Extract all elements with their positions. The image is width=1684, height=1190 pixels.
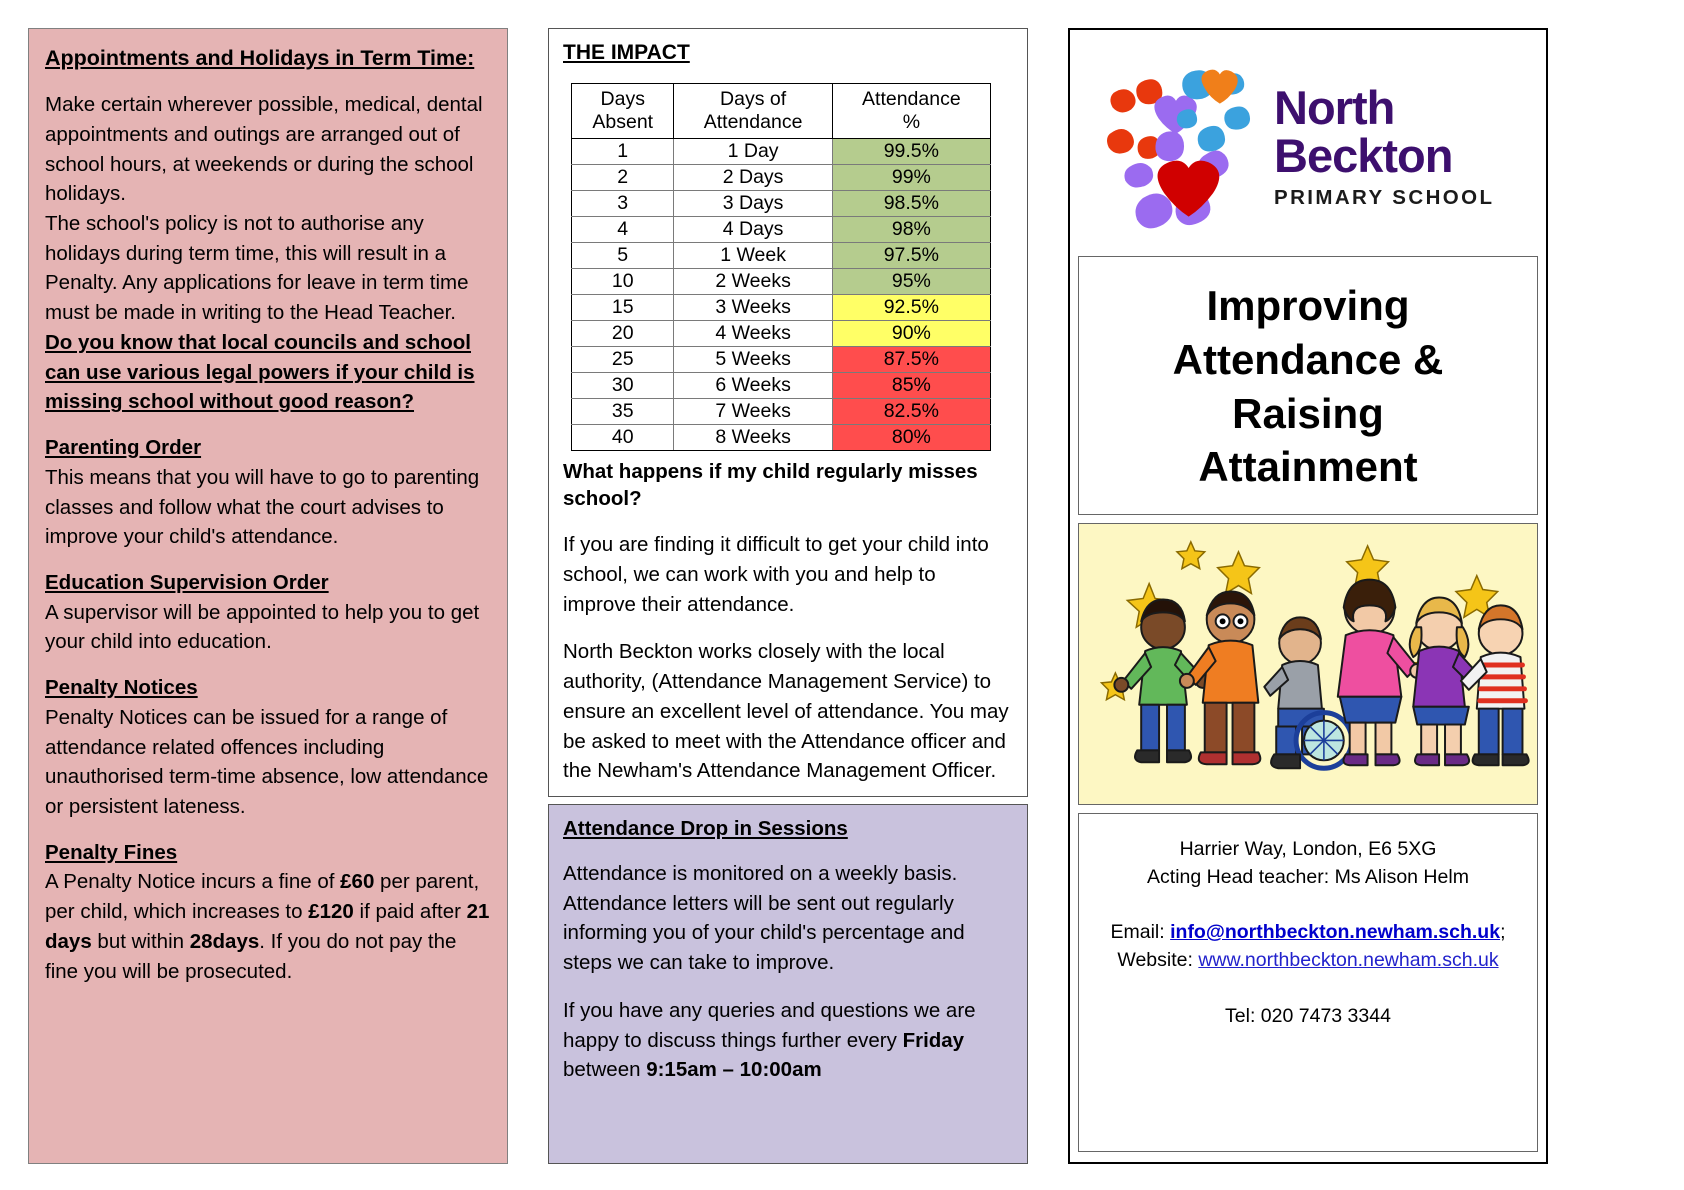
- children-illustration: [1078, 523, 1538, 805]
- col-header-days-of-attendance: Days of Attendance: [674, 84, 832, 139]
- drop-in-section: [548, 804, 1028, 1164]
- logo-shapes-icon: [1082, 52, 1268, 242]
- table-row: [572, 243, 991, 269]
- school-logo: [1078, 38, 1538, 256]
- cell-days-of-attendance: 5 Weeks: [674, 347, 832, 373]
- table-row: [572, 347, 991, 373]
- fine-text-b: per parent, per child, which increases to: [45, 870, 480, 924]
- cell-days-of-attendance: 3 Days: [674, 191, 832, 217]
- cell-days-of-attendance: 6 Weeks: [674, 373, 832, 399]
- attendance-impact-table: [571, 83, 991, 451]
- school-address: Harrier Way, London, E6 5XG: [1179, 838, 1437, 860]
- table-row: [572, 165, 991, 191]
- col-header-attendance-pct: Attendance %: [832, 84, 990, 139]
- website-link[interactable]: www.northbeckton.newham.sch.uk: [1198, 949, 1499, 972]
- fine-text-c: if paid after: [353, 900, 467, 924]
- table-header-row: [572, 84, 991, 139]
- left-heading-penalty-notices: Penalty Notices: [45, 676, 198, 700]
- cell-days-absent: 25: [572, 347, 674, 373]
- title-line-3: Raising: [1232, 389, 1384, 437]
- cell-days-of-attendance: 8 Weeks: [674, 425, 832, 451]
- cell-days-of-attendance: 3 Weeks: [674, 295, 832, 321]
- telephone: Tel: 020 7473 3344: [1225, 1004, 1391, 1027]
- cell-days-of-attendance: 4 Days: [674, 217, 832, 243]
- left-para-policy: The school's policy is not to authorise any holidays during term time, this will result in a Penalty. Any applications for leave in term time must be made in writing to the Head Teacher.: [45, 212, 469, 325]
- left-heading-penalty-fines: Penalty Fines: [45, 840, 178, 864]
- table-row: [572, 321, 991, 347]
- cell-days-absent: 10: [572, 269, 674, 295]
- table-row: [572, 191, 991, 217]
- table-row: [572, 399, 991, 425]
- cell-attendance-pct: 80%: [832, 425, 990, 451]
- drop-in-time: 9:15am – 10:00am: [646, 1058, 822, 1082]
- cell-days-absent: 20: [572, 321, 674, 347]
- cell-days-of-attendance: 7 Weeks: [674, 399, 832, 425]
- email-label: Email:: [1110, 921, 1171, 944]
- cell-attendance-pct: 98%: [832, 217, 990, 243]
- cell-attendance-pct: 82.5%: [832, 399, 990, 425]
- drop-in-para-queries: [563, 996, 1013, 1085]
- left-para-parenting-order: This means that you will have to go to parenting classes and follow what the court advises to improve your child's attendance.: [45, 465, 480, 549]
- cell-days-absent: 4: [572, 217, 674, 243]
- table-row: [572, 373, 991, 399]
- logo-line-north: North: [1274, 80, 1395, 134]
- drop-in-day: Friday: [902, 1028, 965, 1052]
- table-row: [572, 139, 991, 165]
- cell-days-absent: 5: [572, 243, 674, 269]
- left-heading-parenting-order: Parenting Order: [45, 436, 202, 460]
- table-body: [572, 139, 991, 451]
- left-heading-appointments: Appointments and Holidays in Term Time:: [45, 46, 475, 70]
- left-heading-education-supervision-order: Education Supervision Order: [45, 570, 329, 594]
- logo-wordmark: [1274, 80, 1495, 211]
- fine-text-a: A Penalty Notice incurs a fine of: [45, 870, 341, 894]
- cell-attendance-pct: 95%: [832, 269, 990, 295]
- cell-days-absent: 1: [572, 139, 674, 165]
- cell-attendance-pct: 97.5%: [832, 243, 990, 269]
- left-heading-legal-powers: Do you know that local councils and school can use various legal powers if your child is missing school without good reason?: [45, 330, 475, 414]
- title-line-2: Attendance &: [1172, 335, 1444, 383]
- left-panel: [28, 28, 508, 1164]
- cell-attendance-pct: 99%: [832, 165, 990, 191]
- cell-attendance-pct: 90%: [832, 321, 990, 347]
- email-line: [1089, 919, 1527, 947]
- email-link[interactable]: info@northbeckton.newham.sch.uk: [1170, 921, 1501, 944]
- queries-text-b: between: [563, 1058, 647, 1082]
- cell-days-of-attendance: 2 Weeks: [674, 269, 832, 295]
- right-panel: [1068, 28, 1548, 1164]
- email-suffix: ;: [1500, 921, 1506, 944]
- impact-section: [548, 28, 1028, 797]
- cell-attendance-pct: 85%: [832, 373, 990, 399]
- table-row: [572, 217, 991, 243]
- middle-panel: [548, 28, 1028, 1164]
- website-label: Website:: [1117, 949, 1199, 972]
- cell-days-of-attendance: 1 Week: [674, 243, 832, 269]
- fine-days-21: 21 days: [45, 900, 490, 953]
- logo-line-primary-school: PRIMARY SCHOOL: [1274, 186, 1495, 210]
- cell-attendance-pct: 98.5%: [832, 191, 990, 217]
- cell-days-of-attendance: 1 Day: [674, 139, 832, 165]
- cell-attendance-pct: 87.5%: [832, 347, 990, 373]
- left-para-appointments: Make certain wherever possible, medical, dental appointments and outings are arranged out of school hours, at weekends or during the school holidays.: [45, 93, 483, 206]
- drop-in-para-monitoring: Attendance is monitored on a weekly basis. Attendance letters will be sent out regularly informing you of your child's percentage and steps we can take to improve.: [563, 862, 965, 975]
- cell-days-absent: 30: [572, 373, 674, 399]
- cell-days-absent: 35: [572, 399, 674, 425]
- left-para-penalty-fines: [45, 867, 491, 986]
- cell-attendance-pct: 92.5%: [832, 295, 990, 321]
- cell-days-absent: 2: [572, 165, 674, 191]
- cell-days-of-attendance: 4 Weeks: [674, 321, 832, 347]
- table-row: [572, 269, 991, 295]
- fine-amount-60: £60: [340, 870, 375, 894]
- leaflet-title-box: [1078, 256, 1538, 515]
- cell-days-absent: 40: [572, 425, 674, 451]
- fine-text-e: . If you do not pay the fine you will be prosecuted.: [45, 929, 457, 983]
- question-heading: What happens if my child regularly misses school?: [563, 460, 978, 510]
- queries-text-a: If you have any queries and questions we are happy to discuss things further every: [563, 998, 976, 1052]
- children-group-icon: [1079, 524, 1537, 804]
- cell-days-absent: 15: [572, 295, 674, 321]
- cell-attendance-pct: 99.5%: [832, 139, 990, 165]
- left-para-penalty-notices: Penalty Notices can be issued for a range of attendance related offences including unauthorised term-time absence, low attendance or persistent lateness.: [45, 705, 489, 818]
- logo-line-beckton: Beckton: [1274, 128, 1453, 182]
- head-teacher: Acting Head teacher: Ms Alison Helm: [1147, 865, 1469, 888]
- fine-text-d: but within: [91, 929, 190, 953]
- title-line-1: Improving: [1206, 282, 1410, 329]
- cell-days-absent: 3: [572, 191, 674, 217]
- drop-in-title: Attendance Drop in Sessions: [563, 817, 848, 841]
- website-line: [1089, 947, 1527, 975]
- mid-para-help: If you are finding it difficult to get your child into school, we can work with you and help to improve their attendance.: [563, 533, 989, 616]
- fine-amount-120: £120: [308, 900, 354, 924]
- title-line-4: Attainment: [1198, 443, 1418, 491]
- fine-days-28: 28days: [189, 929, 260, 953]
- impact-title: THE IMPACT: [563, 41, 690, 64]
- table-row: [572, 295, 991, 321]
- table-row: [572, 425, 991, 451]
- contact-details: [1078, 813, 1538, 1152]
- cell-days-of-attendance: 2 Days: [674, 165, 832, 191]
- left-para-education-supervision-order: A supervisor will be appointed to help you to get your child into education.: [45, 600, 480, 654]
- mid-para-local-authority: North Beckton works closely with the local authority, (Attendance Management Service) to ensure an excellent level of attendance. You may be asked to meet with the Attendance officer and the Newham's Attendance Management Officer.: [563, 640, 1009, 783]
- col-header-days-absent: Days Absent: [572, 84, 674, 139]
